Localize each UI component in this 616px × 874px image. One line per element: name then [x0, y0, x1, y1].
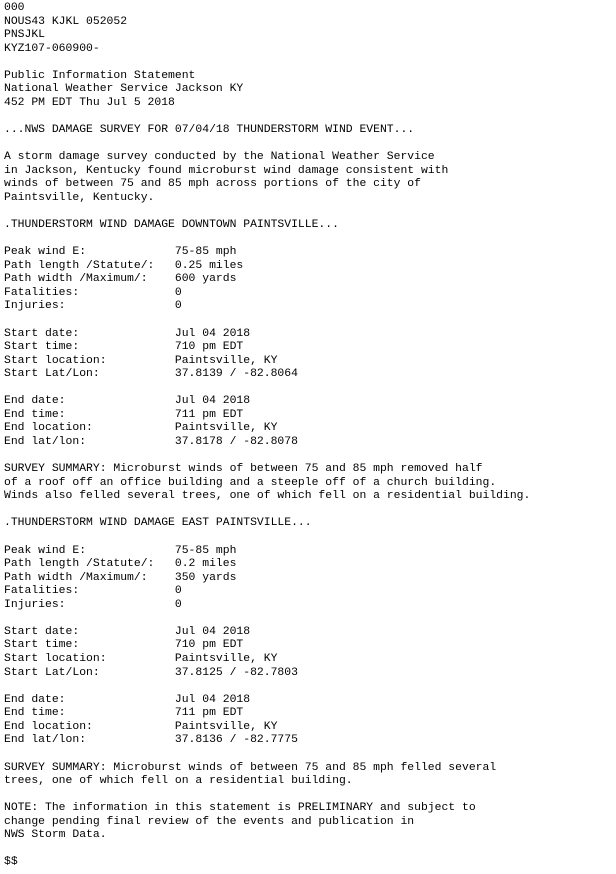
text-line: [4, 382, 616, 396]
text-line: [4, 504, 616, 518]
text-line: [4, 56, 616, 70]
text-line: Start location: Paintsville, KY: [4, 653, 278, 665]
text-line: [4, 111, 616, 125]
text-line: Fatalities: 0: [4, 585, 182, 598]
text-line: Start location: Paintsville, KY: [4, 354, 278, 367]
text-line: NWS Storm Data.: [4, 829, 107, 842]
text-line: 452 PM EDT Thu Jul 5 2018: [4, 96, 175, 109]
text-line: [4, 789, 616, 803]
text-line: trees, one of which fell on a residential building.: [4, 775, 353, 788]
text-line: [4, 138, 616, 152]
text-line: End date: Jul 04 2018: [4, 693, 251, 706]
text-line: Start Lat/Lon: 37.8125 / -82.7803: [4, 666, 298, 679]
text-line: 000: [4, 2, 25, 14]
text-line: Path length /Statute/: 0.25 miles: [4, 259, 244, 272]
text-line: End location: Paintsville, KY: [4, 720, 278, 733]
text-line: $$: [4, 856, 18, 869]
text-line: End lat/lon: 37.8136 / -82.7775: [4, 734, 298, 747]
text-line: A storm damage survey conducted by the National Weather Service: [4, 151, 435, 164]
text-line: Start Lat/Lon: 37.8139 / -82.8064: [4, 368, 298, 381]
text-line: Path width /Maximum/: 600 yards: [4, 273, 237, 286]
text-line: [4, 205, 616, 219]
text-line: Start time: 710 pm EDT: [4, 639, 244, 652]
text-line: Path length /Statute/: 0.2 miles: [4, 558, 237, 571]
text-line: [4, 843, 616, 857]
text-line: End date: Jul 04 2018: [4, 395, 251, 408]
text-line: of a roof off an office building and a steeple off of a church building.: [4, 476, 497, 489]
text-line: End time: 711 pm EDT: [4, 707, 244, 720]
text-line: .THUNDERSTORM WIND DAMAGE DOWNTOWN PAINTSVILLE...: [4, 219, 339, 231]
text-line: Peak wind E: 75-85 mph: [4, 246, 237, 259]
text-line: Peak wind E: 75-85 mph: [4, 544, 237, 557]
text-line: Paintsville, Kentucky.: [4, 191, 155, 204]
text-line: [4, 748, 616, 762]
text-line: Fatalities: 0: [4, 286, 182, 299]
text-line: winds of between 75 and 85 mph across portions of the city of: [4, 178, 421, 191]
text-line: NOTE: The information in this statement is PRELIMINARY and subject to: [4, 802, 476, 815]
text-line: Start date: Jul 04 2018: [4, 327, 251, 340]
text-line: .THUNDERSTORM WIND DAMAGE EAST PAINTSVILLE...: [4, 517, 312, 530]
text-line: in Jackson, Kentucky found microburst wind damage consistent with: [4, 164, 449, 177]
text-line: End location: Paintsville, KY: [4, 422, 278, 435]
text-line: PNSJKL: [4, 29, 46, 42]
text-line: NOUS43 KJKL 052052: [4, 15, 128, 28]
text-line: [4, 450, 616, 464]
text-line: KYZ107-060900-: [4, 42, 100, 55]
text-line: Winds also felled several trees, one of which fell on a residential building.: [4, 490, 531, 503]
text-line: Injuries: 0: [4, 300, 182, 313]
text-line: [4, 233, 616, 247]
text-line: change pending final review of the events and publication in: [4, 815, 415, 828]
text-line: [4, 680, 616, 694]
text-line: [4, 314, 616, 328]
text-line: End time: 711 pm EDT: [4, 408, 244, 421]
text-line: Public Information Statement: [4, 69, 196, 82]
text-line: Start date: Jul 04 2018: [4, 625, 251, 638]
text-line: SURVEY SUMMARY: Microburst winds of between 75 and 85 mph felled several: [4, 761, 497, 774]
text-line: Start time: 710 pm EDT: [4, 341, 244, 354]
text-line: [4, 531, 616, 545]
text-line: Injuries: 0: [4, 598, 182, 611]
text-line: ...NWS DAMAGE SURVEY FOR 07/04/18 THUNDERSTORM WIND EVENT...: [4, 124, 415, 137]
text-line: Path width /Maximum/: 350 yards: [4, 571, 237, 584]
text-line: End lat/lon: 37.8178 / -82.8078: [4, 436, 298, 448]
text-line: [4, 612, 616, 626]
text-line: SURVEY SUMMARY: Microburst winds of between 75 and 85 mph removed half: [4, 463, 483, 476]
text-line: National Weather Service Jackson KY: [4, 83, 244, 96]
